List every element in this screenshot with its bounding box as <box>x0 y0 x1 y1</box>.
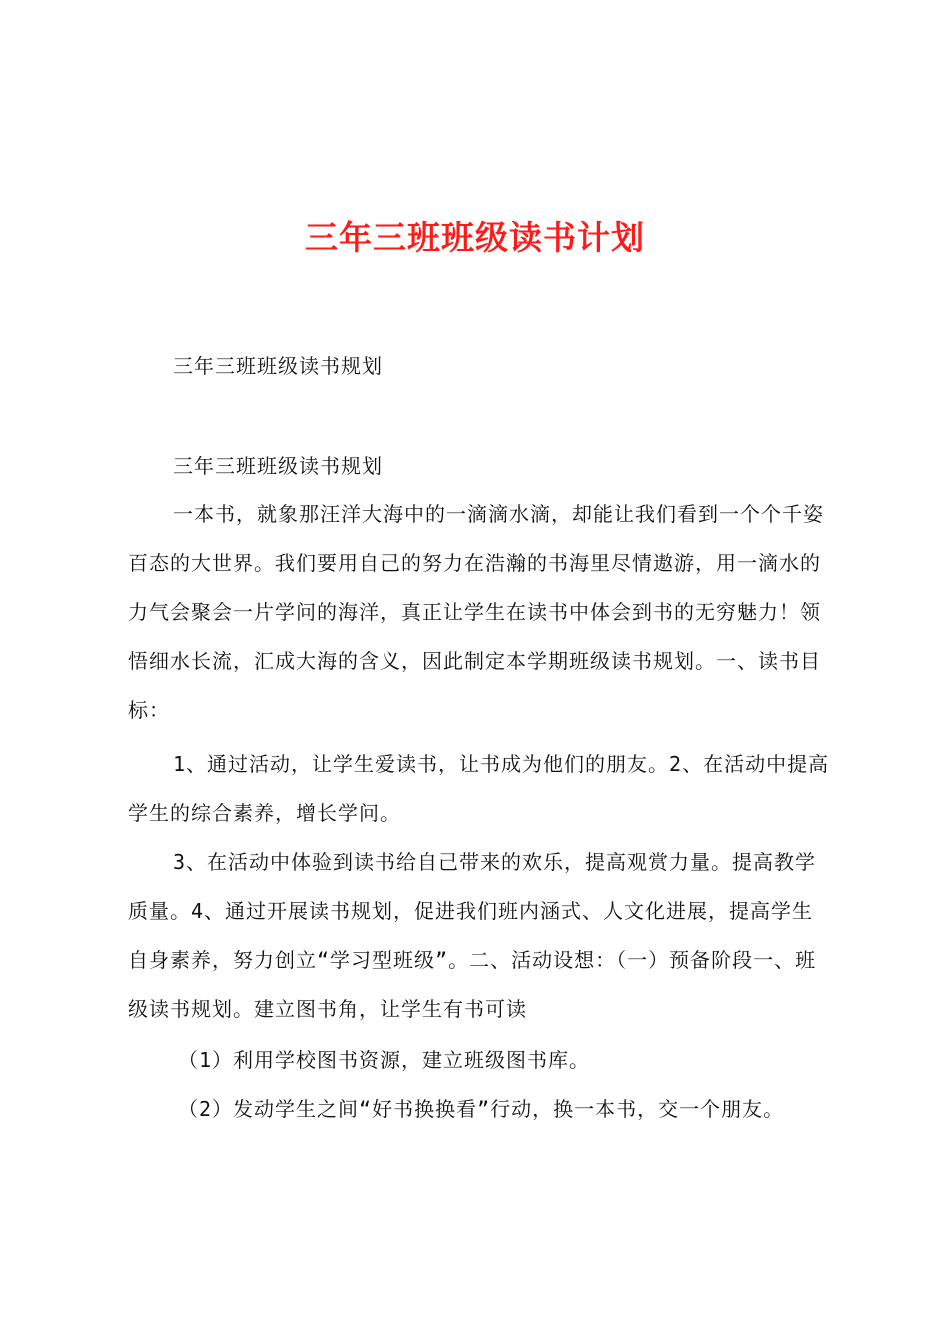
paragraph-intro: 一本书，就象那汪洋大海中的一滴滴水滴，却能让我们看到一个个千姿百态的大世界。我们要用自己的努力在浩瀚的书海里尽情遨游，用一滴水的力气会聚会一片学问的海洋，真正让学生在读书中体会到书的无穷魅力！领悟细水长流，汇成大海的含义，因此制定本学期班级读书规划。一、读书目标： <box>128 502 824 722</box>
subtitle-2: 三年三班班级读书规划 <box>173 454 383 478</box>
paragraph-goals-2: 3、在活动中体验到读书给自己带来的欢乐，提高观赏力量。提高教学质量。4、通过开展读书规划，促进我们班内涵式、人文化进展，提高学生自身素养，努力创立“学习型班级”。二、活动设想：（一）预备阶段一、班级读书规划。建立图书角，让学生有书可读 <box>128 850 817 1021</box>
paragraph-goals-1: 1、通过活动，让学生爱读书，让书成为他们的朋友。2、在活动中提高学生的综合素养，增长学问。 <box>128 752 830 825</box>
paragraph-block-items <box>128 1036 834 1134</box>
document-title: 三年三班班级读书计划 <box>305 218 645 257</box>
paragraph-block-intro <box>128 490 834 735</box>
list-item-1: （1）利用学校图书资源，建立班级图书库。 <box>178 1048 591 1072</box>
list-item-2: （2）发动学生之间“好书换换看”行动，换一本书，交一个朋友。 <box>178 1097 785 1121</box>
paragraph-block-goals-2 <box>128 838 834 1034</box>
paragraph-block-goals-1 <box>128 740 834 838</box>
subtitle-1: 三年三班班级读书规划 <box>173 354 383 378</box>
